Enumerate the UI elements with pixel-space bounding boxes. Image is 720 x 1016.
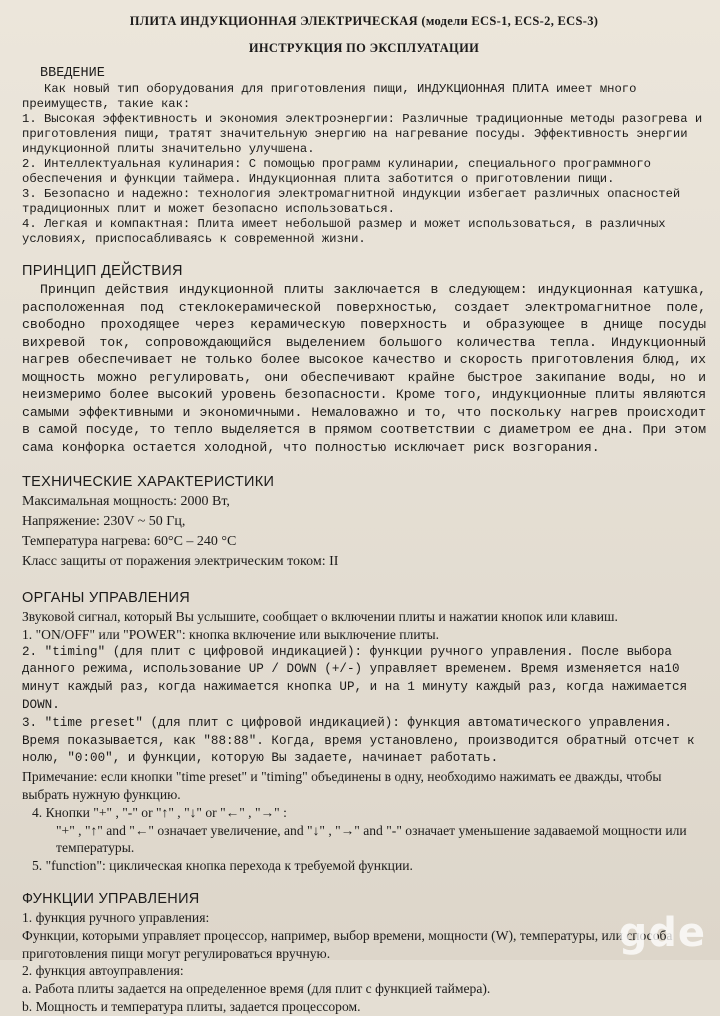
spec-line: Максимальная мощность: 2000 Вт, [22,494,230,509]
intro-section [22,66,706,247]
controls-paragraph: 4. Кнопки "+" , "-" or "↑" , "↓" or "←" , "→" : [32,804,287,820]
principle-section [22,263,706,456]
principle-heading: ПРИНЦИП ДЕЙСТВИЯ [22,263,183,279]
principle-text: Принцип действия индукционной плиты заключается в следующем: индукционная катушка, расположенная под стеклокерамической поверхностью, создает электромагнитное поле, свободно проходящее через керамическую поверхность и образующее в днище посуды вихревой ток, сопровождающийся выделением большого количества тепла. Индукционный нагрев обеспечивает не только более высокое качество и скорость приготовления блюд, их мощность можно регулировать, они обеспечивают крайне быстрое закипание воды, но и неизмеримо более высокий уровень безопасности. Кроме того, индукционные плиты являются самыми эффективными и экономичными. Немаловажно и то, что поскольку нагрев происходит в самой посуде, то тепло выделяется в прямом соответствии с диаметром ее дна. При этом сама конфорка остается холодной, что полностью исключает риск возгорания. [22,282,706,455]
functions-heading: ФУНКЦИИ УПРАВЛЕНИЯ [22,890,200,907]
function-line: b. Мощность и температура плиты, задается процессором. [22,998,361,1014]
controls-section [22,590,706,875]
spec-line: Температура нагрева: 60°С – 240 °С [22,534,237,549]
intro-item: 1. Высокая эффективность и экономия электроэнергии: Различные традиционные методы разогрева и приготовления пищи, тратят значительную энергию на нагревание посуды. Эффективность энергии индукционной плиты значительно улучшена. [22,112,703,156]
functions-section [22,891,706,1016]
specs-heading: ТЕХНИЧЕСКИЕ ХАРАКТЕРИСТИКИ [22,474,275,490]
spec-line: Класс защиты от поражения электрическим током: II [22,554,339,569]
intro-heading: ВВЕДЕНИЕ [40,66,105,81]
controls-heading: ОРГАНЫ УПРАВЛЕНИЯ [22,590,191,606]
function-line: 1. функция ручного управления: [22,909,210,925]
controls-paragraph: "+" , "↑" and "←" означает увеличение, and "↓" , "→" and "-" означает уменьшение задаваемой мощности или температуры. [56,822,687,856]
document-title: ПЛИТА ИНДУКЦИОННАЯ ЭЛЕКТРИЧЕСКАЯ (модели ECS-1, ECS-2, ECS-3) [129,14,599,28]
document-subtitle: ИНСТРУКЦИЯ ПО ЭКСПЛУАТАЦИИ [248,41,480,55]
controls-paragraph: 5. "function": циклическая кнопка перехода к требуемой функции. [32,858,413,874]
intro-lead: Как новый тип оборудования для приготовления пищи, ИНДУКЦИОННАЯ ПЛИТА имеет много преимуществ, такие как: [22,82,637,111]
function-line: a. Работа плиты задается на определенное время (для плит с функцией таймера). [22,981,491,997]
specs-section [22,474,706,572]
controls-paragraph: 3. "time preset" (для плит с цифровой индикацией): функция автоматического управления. Время показывается, как "88:88". Когда, время установлено, производится обратный отсчет к нолю, "0:00", и функции, которую Вы задаете, начинает работать. [22,715,695,766]
intro-item: 2. Интеллектуальная кулинария: С помощью программ кулинарии, специального программного обеспечения и функции таймера. Индукционная плита заботится о приготовлении пищи. [22,157,651,186]
controls-paragraph: Звуковой сигнал, который Вы услышите, сообщает о включении плиты и нажатии кнопок или клавиш. [22,609,618,624]
controls-paragraph: 2. "timing" (для плит с цифровой индикацией): функции ручного управления. После выбора данного режима, использование UP / DOWN (+/-) управляет временем. Время изменяется на10 минут каждый раз, когда нажимается кнопка UP, и на 1 минуту каждый раз, когда нажимается DOWN. [22,644,688,712]
watermark-logo: gde [618,910,706,956]
intro-item: 4. Легкая и компактная: Плита имеет небольшой размер и может использоваться, в различных условиях, приспосабливаясь к современной жизни. [22,217,666,246]
intro-item: 3. Безопасно и надежно: технология электромагнитной индукции избегает различных опасностей традиционных плит и может безопасно использоваться. [22,187,681,216]
function-line: 2. функция автоуправления: [22,963,184,979]
spec-line: Напряжение: 230V ~ 50 Гц, [22,514,186,529]
controls-paragraph: Примечание: если кнопки "time preset" и "timing" объединены в одну, необходимо нажимать ее дважды, чтобы выбрать нужную функцию. [22,769,662,802]
controls-paragraph: 1. "ON/OFF" или "POWER": кнопка включение или выключение плиты. [22,626,440,642]
function-line: Функции, которыми управляет процессор, например, выбор времени, мощности (W), температуры, или способа приготовления пищи могут регулироваться вручную. [22,927,673,961]
